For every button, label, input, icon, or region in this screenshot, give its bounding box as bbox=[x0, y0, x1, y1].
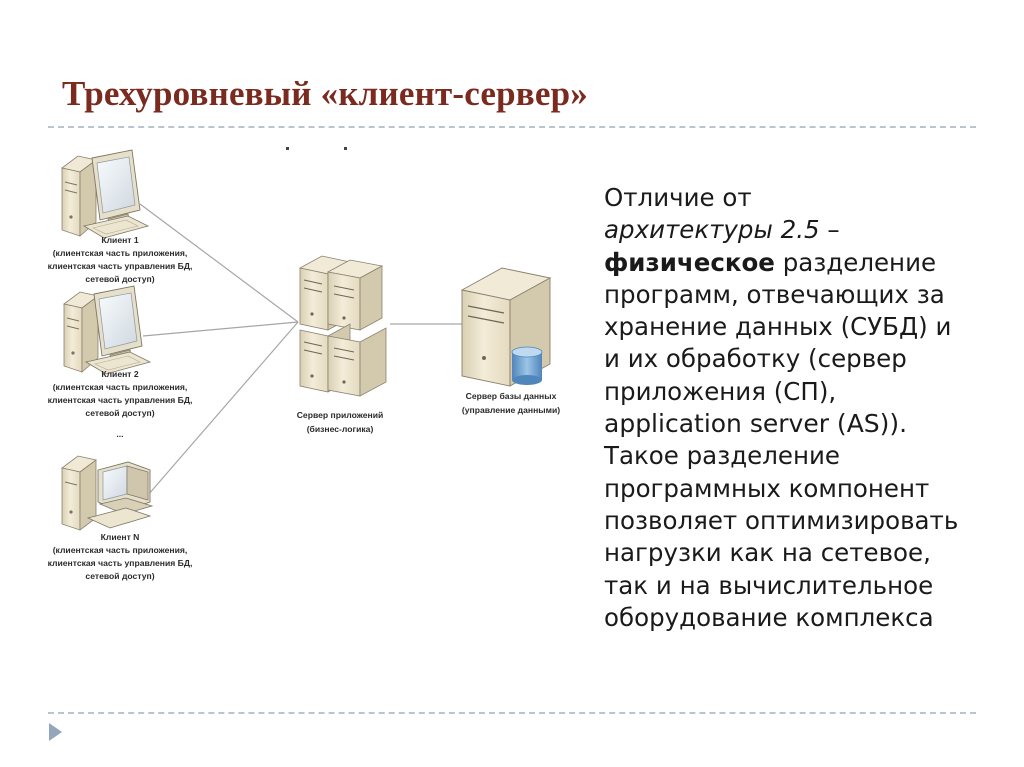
description-text bbox=[604, 182, 1014, 634]
more-clients-ellipsis: ... bbox=[116, 429, 124, 439]
text-line: Такое разделение bbox=[604, 441, 840, 471]
client-2-desktop-computer-icon bbox=[64, 286, 150, 374]
text-line: хранение данных (СУБД) и bbox=[604, 312, 952, 342]
stray-mark bbox=[286, 147, 289, 150]
link-client2-appserver bbox=[143, 322, 298, 336]
text-line: оборудование комплекса bbox=[604, 602, 934, 632]
text-line bbox=[604, 214, 1014, 246]
database-cylinder-icon bbox=[512, 347, 542, 385]
text-line: приложения (СП), bbox=[604, 376, 837, 406]
text-line: так и на вычислительное bbox=[604, 570, 934, 600]
bold-term: физическое bbox=[604, 247, 775, 277]
link-clientN-appserver bbox=[148, 322, 298, 495]
text-line: позволяет оптимизировать bbox=[604, 505, 959, 535]
client-1-desktop-computer-icon bbox=[62, 150, 148, 238]
client-1-label: Клиент 1 bbox=[101, 235, 139, 245]
slide-title: Трехуровневый «клиент-сервер» bbox=[62, 74, 588, 113]
text-line: нагрузки как на сетевое, bbox=[604, 538, 931, 568]
text-line: application server (AS)). bbox=[604, 409, 908, 439]
client-n-desc-line-1: (клиентская часть приложения, bbox=[52, 545, 188, 555]
client-n-desc-line-2: клиентская часть управления БД, bbox=[47, 558, 193, 568]
architecture-diagram bbox=[0, 0, 600, 620]
triangle-right-icon bbox=[49, 723, 62, 741]
text-line: Отличие от bbox=[604, 183, 752, 212]
client-n-desktop-computer-icon bbox=[62, 456, 152, 530]
app-server-desc: (бизнес-логика) bbox=[306, 424, 374, 434]
db-server-desc: (управление данными) bbox=[461, 405, 561, 415]
client-1-desc-line-1: (клиентская часть приложения, bbox=[52, 248, 188, 258]
app-server-stack-icon bbox=[300, 256, 386, 396]
client-n-desc-line-3: сетевой доступ) bbox=[85, 571, 155, 581]
client-1-desc-line-2: клиентская часть управления БД, bbox=[47, 261, 193, 271]
text-fragment: разделение bbox=[774, 247, 937, 277]
stray-mark bbox=[344, 147, 347, 150]
app-server-label: Сервер приложений bbox=[296, 410, 384, 420]
client-n-label: Клиент N bbox=[100, 532, 140, 542]
text-line: программных компонент bbox=[604, 473, 930, 503]
italic-term: архитектуры 2.5 bbox=[604, 215, 820, 245]
text-line bbox=[604, 247, 1014, 279]
bottom-divider bbox=[48, 712, 976, 714]
db-server-label: Сервер базы данных bbox=[465, 391, 557, 401]
text-line: и их обработку (сервер bbox=[604, 344, 907, 374]
text-line: программ, отвечающих за bbox=[604, 279, 945, 309]
client-2-desc-line-1: (клиентская часть приложения, bbox=[52, 382, 188, 392]
client-1-desc-line-3: сетевой доступ) bbox=[85, 274, 155, 284]
text-fragment: – bbox=[819, 215, 840, 245]
client-2-label: Клиент 2 bbox=[101, 369, 139, 379]
client-2-desc-line-2: клиентская часть управления БД, bbox=[47, 395, 193, 405]
client-2-desc-line-3: сетевой доступ) bbox=[85, 408, 155, 418]
